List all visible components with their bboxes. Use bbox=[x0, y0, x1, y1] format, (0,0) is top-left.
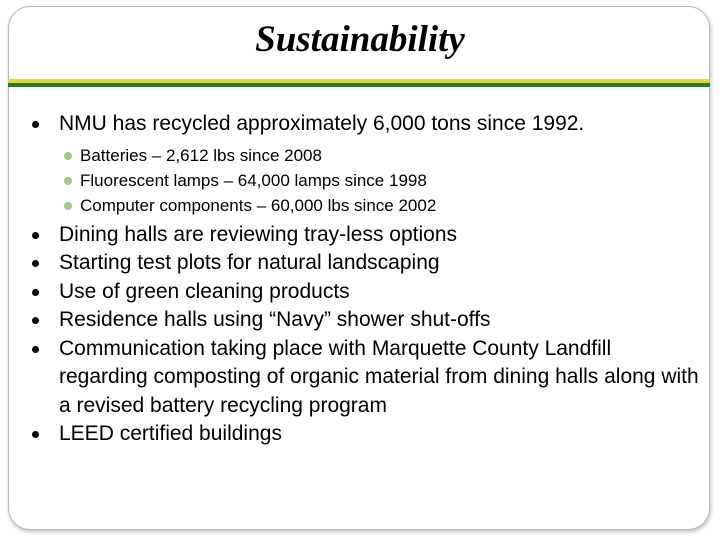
bullet-item bbox=[0, 335, 720, 421]
bullet-dot-icon bbox=[32, 232, 39, 239]
bullet-item bbox=[0, 110, 720, 139]
bullet-item bbox=[0, 420, 720, 449]
bullet-dot-icon bbox=[32, 317, 39, 324]
bullet-text: LEED certified buildings bbox=[59, 422, 282, 445]
bullet-dot-icon bbox=[32, 121, 39, 128]
bullet-dot-icon bbox=[32, 289, 39, 296]
sub-bullet-text: Computer components – 60,000 lbs since 2002 bbox=[80, 195, 437, 215]
bullet-text: Residence halls using “Navy” shower shut-offs bbox=[59, 308, 491, 331]
bullet-text: NMU has recycled approximately 6,000 tons since 1992. bbox=[59, 112, 585, 135]
sub-bullet-dot-icon bbox=[64, 177, 72, 185]
bullet-item bbox=[0, 306, 720, 335]
bullet-text: Use of green cleaning products bbox=[59, 279, 350, 303]
bullet-dot-icon bbox=[32, 346, 39, 353]
bullet-dot-icon bbox=[32, 431, 39, 438]
bullet-text: Dining halls are reviewing tray-less options bbox=[59, 222, 458, 246]
sub-bullet-text: Fluorescent lamps – 64,000 lamps since 1998 bbox=[80, 170, 427, 190]
sub-bullet-list bbox=[0, 143, 720, 218]
bullet-item bbox=[0, 221, 720, 250]
bullet-item bbox=[0, 249, 720, 278]
sub-bullet-item bbox=[0, 193, 720, 218]
sub-bullet-dot-icon bbox=[64, 152, 72, 160]
sub-bullet-dot-icon bbox=[64, 202, 72, 210]
bullet-list bbox=[0, 110, 720, 449]
bullet-dot-icon bbox=[32, 260, 39, 267]
bullet-item bbox=[0, 278, 720, 307]
slide-title: Sustainability bbox=[255, 19, 465, 60]
sub-bullet-text: Batteries – 2,612 lbs since 2008 bbox=[80, 145, 322, 165]
sub-bullet-item bbox=[0, 168, 720, 193]
bullet-text: Starting test plots for natural landscaping bbox=[59, 251, 440, 274]
bullet-text: Communication taking place with Marquette County Landfill regarding composting of organic material from dining halls along with a revised battery recycling program bbox=[59, 336, 699, 417]
title-divider-green bbox=[8, 83, 710, 87]
sub-bullet-item bbox=[0, 143, 720, 168]
